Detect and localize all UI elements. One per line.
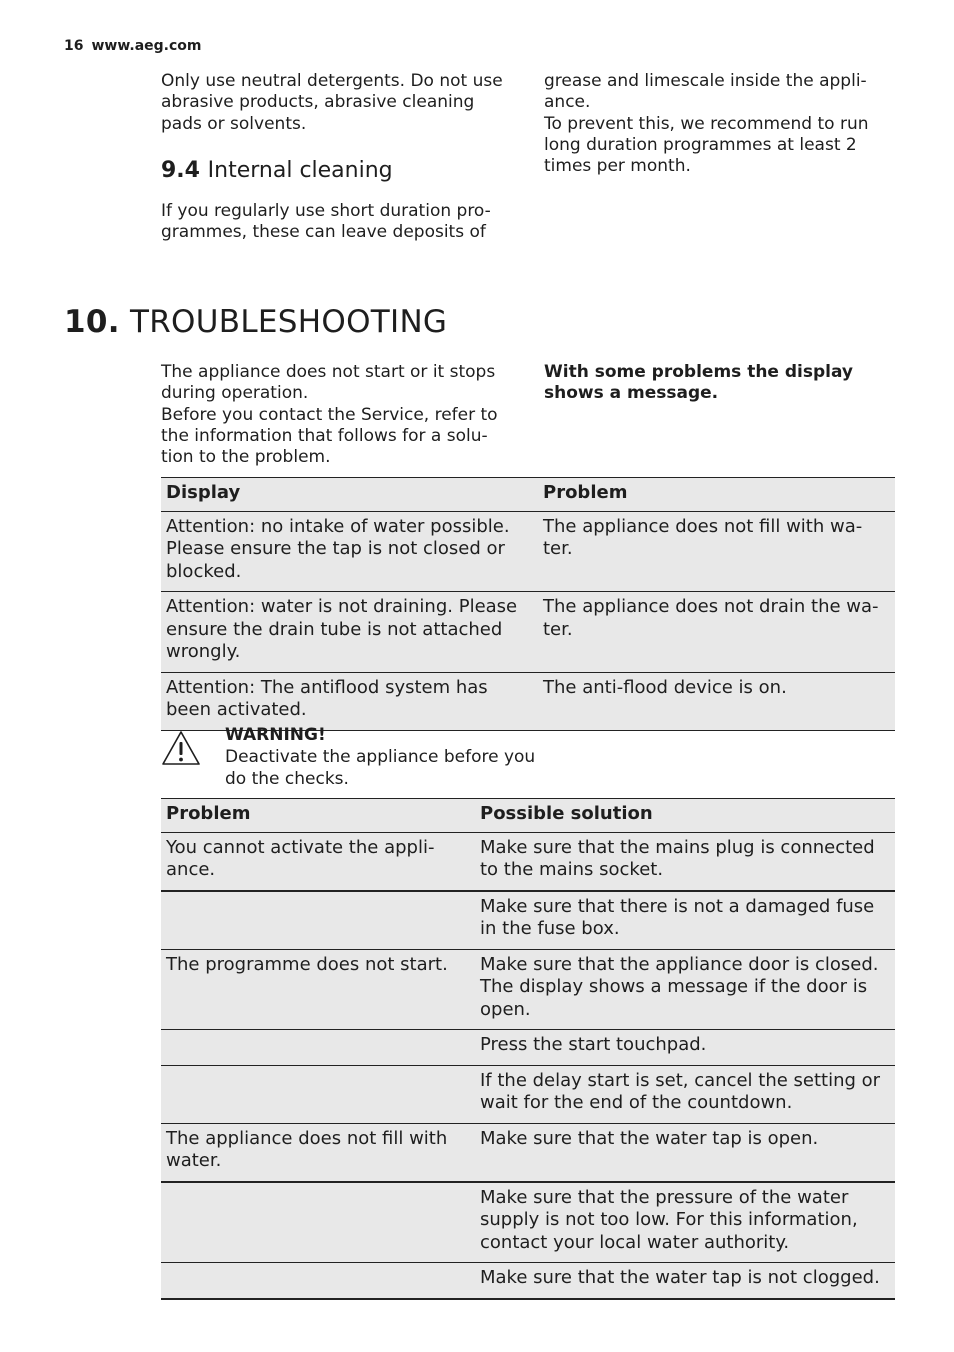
text-line: water.	[166, 1150, 222, 1171]
solution-cell: Make sure that the water tap is not clogged.	[475, 1263, 895, 1299]
problem-cell	[538, 592, 895, 673]
problem-cell	[161, 1065, 475, 1123]
table-row	[161, 1065, 895, 1123]
text-line: You cannot activate the appli-	[166, 836, 435, 858]
table-row	[161, 672, 895, 730]
text-line: ter.	[543, 538, 573, 559]
display-cell: Attention: The antiflood system has been activated.	[161, 672, 538, 730]
text-line: grammes, these can leave deposits of	[161, 222, 486, 243]
problem-cell	[161, 1263, 475, 1299]
text-line: times per month.	[544, 156, 691, 177]
text-line: The programme does not start.	[166, 953, 448, 975]
solution-cell: Make sure that there is not a damaged fuse in the fuse box.	[475, 891, 895, 950]
subsection-number: 9.4	[161, 158, 200, 183]
table-row	[161, 949, 895, 1030]
text-line: To prevent this, we recommend to run	[544, 113, 869, 134]
column-header: Display	[161, 478, 538, 512]
problem-cell	[161, 1030, 475, 1066]
text-line: ance.	[166, 859, 216, 880]
table-row	[161, 1263, 895, 1299]
text-line: grease and limescale inside the appli-	[544, 71, 867, 91]
troubleshooting-table	[161, 798, 895, 1300]
solution-cell: Press the start touchpad.	[475, 1030, 895, 1066]
solution-cell: Make sure that the appliance door is closed. The display shows a message if the door is open.	[475, 949, 895, 1030]
problem-cell	[161, 1182, 475, 1263]
page-number: 16	[64, 38, 84, 54]
internal-cleaning-right	[544, 71, 869, 177]
text-line: The appliance does not fill with wa-	[543, 515, 863, 537]
table-row	[161, 1182, 895, 1263]
text-line: ance.	[544, 92, 591, 113]
problem-cell	[161, 832, 475, 891]
text-line: The appliance does not drain the wa-	[543, 596, 879, 617]
text-line: The anti-flood device is on.	[543, 676, 787, 698]
problem-cell	[538, 672, 895, 730]
display-cell: Attention: water is not draining. Please ensure the drain tube is not attached wrongly.	[161, 592, 538, 673]
table-row	[161, 511, 895, 592]
internal-cleaning-left	[161, 201, 491, 244]
text-line: If you regularly use short duration pro-	[161, 201, 491, 221]
troubleshooting-intro	[161, 362, 498, 468]
text-line: The appliance does not fill with	[166, 1127, 448, 1149]
section-label: TROUBLESHOOTING	[129, 304, 448, 340]
problem-cell	[538, 511, 895, 592]
column-header: Problem	[538, 478, 895, 512]
warning-triangle-icon	[161, 730, 201, 766]
solution-cell: Make sure that the mains plug is connected to the mains socket.	[475, 832, 895, 891]
text-line: ter.	[543, 618, 573, 640]
table-header-row	[161, 799, 895, 833]
solution-cell: If the delay start is set, cancel the setting or wait for the end of the countdown.	[475, 1065, 895, 1123]
table-row	[161, 1123, 895, 1182]
site-url: www.aeg.com	[91, 38, 202, 54]
text-line: With some problems the display	[544, 362, 854, 382]
column-header: Possible solution	[475, 799, 895, 833]
warning-body: Deactivate the appliance before you do the checks.	[225, 747, 536, 789]
table-row	[161, 832, 895, 891]
subsection-title	[161, 158, 393, 183]
problem-cell	[161, 1123, 475, 1182]
text-line: long duration programmes at least 2	[544, 134, 857, 155]
column-header: Problem	[161, 799, 475, 833]
text-line: during operation.	[161, 383, 309, 404]
problem-cell	[161, 891, 475, 950]
text-line: Before you contact the Service, refer to	[161, 404, 498, 425]
table-row	[161, 891, 895, 950]
table-row	[161, 592, 895, 673]
table-header-row	[161, 478, 895, 512]
display-cell: Attention: no intake of water possible. Please ensure the tap is not closed or blocked.	[161, 511, 538, 592]
text-line: The appliance does not start or it stops	[161, 362, 496, 382]
problem-cell	[161, 949, 475, 1030]
table-row	[161, 1030, 895, 1066]
display-message-note	[544, 362, 853, 405]
solution-cell: Make sure that the pressure of the water supply is not too low. For this information, contact your local water authority.	[475, 1182, 895, 1263]
section-number: 10.	[64, 304, 120, 340]
text-line: the information that follows for a solu-	[161, 425, 488, 446]
display-message-table	[161, 477, 895, 731]
section-title	[64, 304, 447, 340]
warning-title: WARNING!	[225, 725, 326, 745]
warning-text	[225, 724, 545, 790]
solution-cell: Make sure that the water tap is open.	[475, 1123, 895, 1182]
text-line: tion to the problem.	[161, 447, 331, 468]
subsection-label: Internal cleaning	[207, 158, 393, 183]
detergent-note: Only use neutral detergents. Do not use abrasive products, abrasive cleaning pads or solvents.	[161, 71, 503, 134]
page-header	[64, 38, 202, 54]
text-line: shows a message.	[544, 383, 719, 404]
